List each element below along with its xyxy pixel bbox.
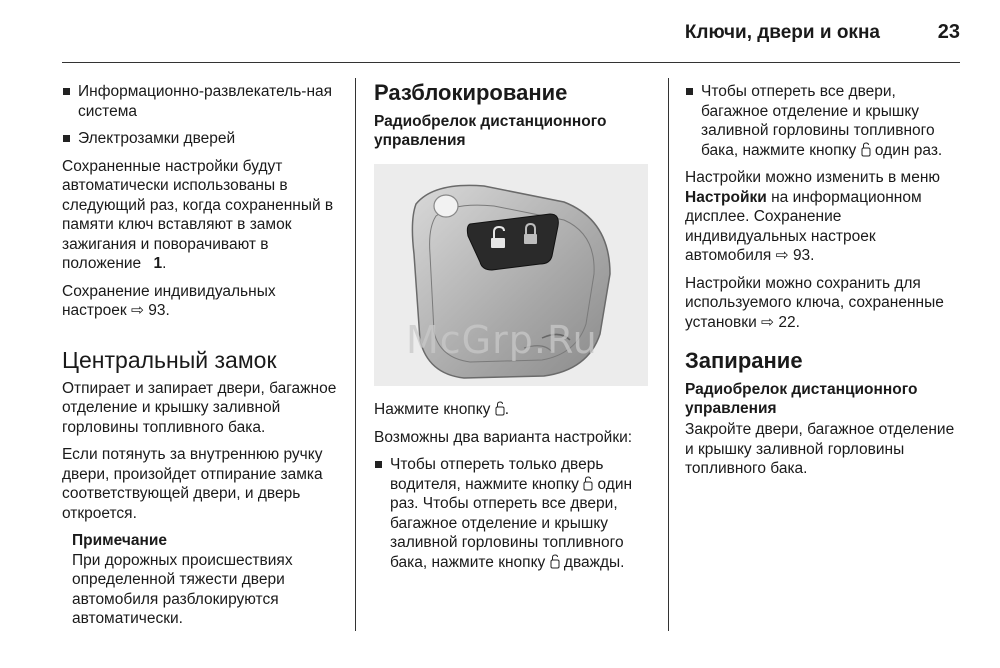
column-1: [62, 82, 340, 629]
note-box: [62, 531, 340, 629]
menu-name: Настройки: [685, 188, 767, 206]
column-rule-right: [668, 78, 669, 631]
unlock-icon: [583, 476, 593, 491]
page-reference[interactable]: 93.: [792, 247, 815, 264]
subsection-heading: Радиобрелок дистанционного управления: [685, 381, 918, 417]
paragraph: Нажмите кнопку .: [374, 401, 510, 418]
paragraph-text: Сохранение индивидуальных настроек: [62, 282, 276, 319]
list-item: [62, 82, 340, 121]
list-item-text: Электрозамки дверей: [78, 130, 236, 147]
paragraph: Сохраненные настройки будут автоматически использованы в следующий раз, когда сохраненный в памяти ключ вставляют в замок зажигания и поворачивают в положение 1.: [62, 157, 334, 272]
paragraph: Возможны два варианта настройки:: [374, 428, 633, 446]
section-heading: Запирание: [685, 348, 803, 373]
column-rule-left: [355, 78, 356, 631]
paragraph: [62, 282, 340, 321]
unlock-icon: [550, 554, 560, 569]
arrow-right-outline-icon: ⇨: [775, 247, 789, 264]
list-item: [62, 129, 340, 149]
paragraph-text: Нажмите кнопку: [374, 401, 491, 418]
header-title: Ключи, двери и окна: [684, 22, 880, 43]
list-item: [374, 455, 650, 572]
ignition-position: 1: [153, 255, 163, 272]
subsection-heading: Радиобрелок дистанционного управления: [374, 113, 607, 149]
paragraph-text: на информационном дисплее. Сохранение индивидуальных настроек автомобиля: [685, 188, 922, 264]
unlock-icon: [861, 142, 871, 157]
list-item-text: дважды.: [563, 553, 625, 571]
paragraph-text: Настройки можно изменить в меню: [685, 169, 941, 186]
paragraph-text: Настройки можно сохранить для используемого ключа, сохраненные установки: [685, 274, 944, 331]
list-item-text: Чтобы отпереть только дверь водителя, нажмите кнопку: [390, 456, 604, 493]
paragraph: Отпирает и запирает двери, багажное отделение и крышку заливной горловины топливного бака.: [62, 379, 337, 436]
list-item-text: один раз. Чтобы отпереть все двери, багажное отделение и крышку заливной горловины топливного бака, нажмите кнопку: [390, 475, 633, 571]
list-item-text: Информационно-развлекатель-ная система: [78, 83, 333, 120]
page-reference[interactable]: 93.: [148, 302, 170, 319]
list-item-text: Чтобы отпереть все двери, багажное отделение и крышку заливной горловины топливного бака, нажмите кнопку: [701, 83, 935, 159]
list-item-text: один раз.: [874, 141, 943, 159]
page-number: 23: [937, 21, 960, 43]
column-3: [685, 82, 961, 487]
arrow-right-outline-icon: ⇨: [761, 313, 775, 331]
paragraph-text: Сохраненные настройки будут автоматически использованы в следующий раз, когда сохраненный в памяти ключ вставляют в замок зажигания и поворачивают в положение: [62, 157, 334, 272]
section-heading: Разблокирование: [374, 80, 568, 105]
section-heading: Центральный замок: [62, 346, 277, 373]
paragraph: [685, 168, 961, 266]
watermark: McGrp.Ru: [406, 318, 598, 362]
paragraph: Если потянуть за внутреннюю ручку двери, произойдет отпирание замка соответствующей двери, и дверь откроется.: [62, 446, 323, 522]
paragraph: Закройте двери, багажное отделение и крышку заливной горловины топливного бака.: [685, 421, 955, 477]
header-rule: [62, 62, 960, 63]
list-item: [685, 82, 961, 160]
unlock-icon: [495, 401, 505, 416]
arrow-right-outline-icon: ⇨: [130, 302, 144, 319]
note-title: Примечание: [72, 532, 167, 549]
paragraph: [685, 274, 961, 333]
page-reference[interactable]: 22.: [778, 313, 800, 331]
note-text: При дорожных происшествиях определенной тяжести двери автомобиля разблокируются автоматически.: [72, 551, 293, 627]
